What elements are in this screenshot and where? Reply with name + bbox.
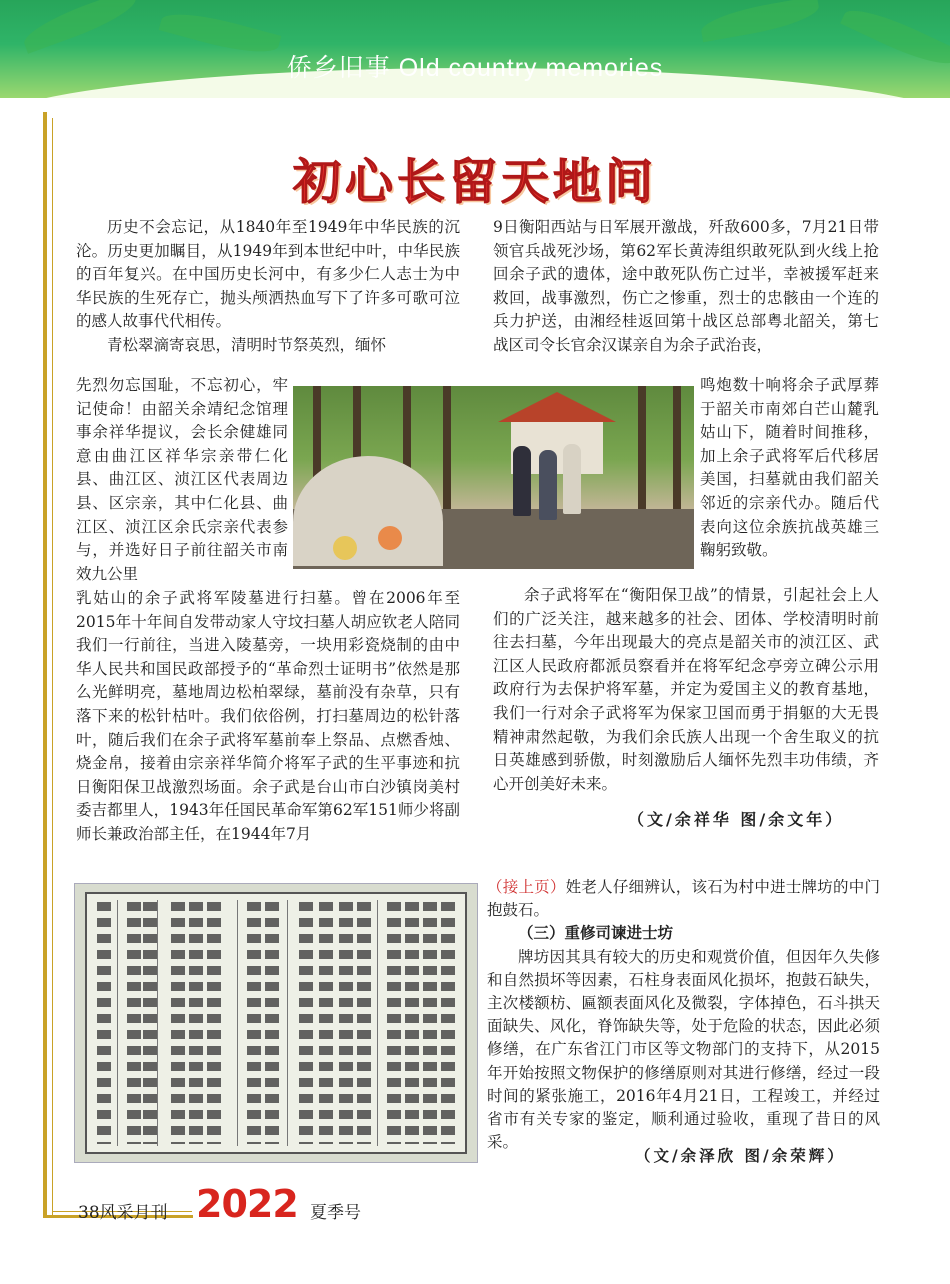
person xyxy=(513,446,531,516)
tree xyxy=(443,386,451,526)
scroll-text-column xyxy=(339,902,353,1144)
scroll-paper xyxy=(85,892,467,1154)
paragraph: 鸣炮数十响将余子武厚葬于韶关市南郊白芒山麓乳姑山下，随着时间推移，加上余子武将军后代移居美国，扫墓就由我们韶关邻近的宗亲代办。随后代表向这位余族抗战英雄三鞠躬致敬。 xyxy=(700,376,879,560)
column-rule xyxy=(237,900,238,1146)
scroll-text-column xyxy=(405,902,419,1144)
paragraph: 牌坊因其具有较大的历史和观赏价值，但因年久失修和自然损坏等因素，石柱身表面风化损坏，抱鼓石缺失，主次楼额枋、匾额表面风化及微裂，字体掉色，石斗拱天面缺失、风化，脊饰缺失等，处于危险的状态，因此必须修缮，在广东省江门市区等文物部门的支持下，从2015年开始按照文物保护的修缮原则对其进行修缮，经过一段时间的紧张施工，2016年4月21日，工程竣工，并经过省市有关专家的鉴定，顺利通过验收，重现了昔日的风采。 xyxy=(487,947,880,1152)
tomb-photo xyxy=(293,386,694,569)
tree xyxy=(638,386,646,526)
tree xyxy=(673,386,681,526)
column-rule xyxy=(287,900,288,1146)
scroll-text-column xyxy=(143,902,157,1144)
lead-text: 姓老人仔细辨认，该石为村中进士牌坊的中门抱鼓石。 xyxy=(487,878,880,920)
right-column-bottom xyxy=(493,584,879,796)
genealogy-scroll-image xyxy=(74,883,478,1163)
paragraph: 余子武将军在“衡阳保卫战”的情景，引起社会上人们的广泛关注，越来越多的社会、团体、学校清明时前往去扫墓，今年出现最大的亮点是韶关市的浈江区、武江区人民政府都派员察看并在将军纪念亭旁立碑公示用政府行为去保护将军墓，并定为爱国主义的教育基地，我们一行对余子武将军为保家卫国而勇于捐躯的大无畏精神肃然起敬，为我们余氏族人出现一个舍生取义的抗日英雄感到骄傲，时刻激励后人缅怀先烈丰功伟绩，齐心开创美好未来。 xyxy=(493,586,879,793)
wreath xyxy=(333,536,357,560)
column-rule xyxy=(117,900,118,1146)
scroll-text-column xyxy=(423,902,437,1144)
scroll-text-column xyxy=(319,902,333,1144)
column-rule xyxy=(377,900,378,1146)
article-title: 初心长留天地间 xyxy=(292,154,657,210)
person xyxy=(539,450,557,520)
continuation-byline: （文/余泽欣 图/余荣辉） xyxy=(635,1146,846,1165)
leaf-decoration xyxy=(699,0,822,42)
section-title: 侨乡旧事 Old country memories xyxy=(286,54,664,82)
scroll-text-column xyxy=(189,902,203,1144)
issue-season: 夏季号 xyxy=(310,1203,361,1223)
scroll-text-column xyxy=(441,902,455,1144)
left-wrap-text xyxy=(76,374,288,586)
paragraph: 9日衡阳西站与日军展开激战，歼敌600多，7月21日带领官兵战死沙场，第62军长黄涛组织敢死队到火线上抢回余子武的遗体，途中敢死队伤亡过半，幸被援军赶来救回，战事激烈，伤亡之惨重，烈士的忠骸由一个连的兵力护送，由湘经桂返回第十战区总部粤北韶关，第七战区司令长官余汉谋亲自为余子武治丧， xyxy=(493,218,879,354)
pavilion-roof xyxy=(498,392,616,422)
paragraph: 历史不会忘记，从1840年至1949年中华民族的沉沦。历史更加瞩目，从1949年到本世纪中叶，中华民族的百年复兴。在中国历史长河中，有多少仁人志士为中华民族的生死存亡，抛头颅洒热血写下了许多可歌可泣的感人故事代代相传。 xyxy=(76,218,460,331)
scroll-text-column xyxy=(247,902,261,1144)
continued-tag: （接上页） xyxy=(487,878,566,896)
scroll-text-column xyxy=(171,902,185,1144)
left-column-top xyxy=(76,216,460,358)
continuation-lead xyxy=(487,876,880,922)
right-column-top xyxy=(493,216,879,358)
header-banner xyxy=(0,0,950,98)
scroll-text-column xyxy=(97,902,111,1144)
scroll-text-column xyxy=(127,902,141,1144)
article-byline: （文/余祥华 图/余文年） xyxy=(628,810,845,829)
column-rule xyxy=(157,900,158,1146)
margin-rule xyxy=(43,112,47,1217)
continuation-article xyxy=(487,876,880,1154)
paragraph: 先烈勿忘国耻，不忘初心，牢记使命！由韶关余靖纪念馆理事余祥华提议，会长余健雄同意由曲江区祥华宗亲带仁化县、曲江区、浈江区代表周边县、区宗亲，其中仁化县、曲江区、浈江区余氏宗亲代表参与，并选好日子前往韶关市南效九公里 xyxy=(76,376,288,583)
scroll-text-column xyxy=(357,902,371,1144)
scroll-text-column xyxy=(207,902,221,1144)
subheading: （三）重修司谏进士坊 xyxy=(518,924,674,943)
margin-rule xyxy=(52,118,53,1218)
wreath xyxy=(378,526,402,550)
right-wrap-text xyxy=(700,374,879,563)
left-column-bottom xyxy=(76,587,460,847)
scroll-text-column xyxy=(299,902,313,1144)
page-number: 38风采月刊 xyxy=(78,1203,168,1223)
leaf-decoration xyxy=(19,0,141,54)
paragraph: 乳姑山的余子武将军陵墓进行扫墓。曾在2006年至2015年十年间自发带动家人守坟扫墓人胡应钦老人陪同我们一行前往，当进入陵墓旁，一块用彩瓷烧制的由中华人民共和国民政部授予的“革命烈士证明书”依然是那么光鲜明亮，墓地周边松柏翠绿，墓前没有杂草，只有落下来的松针枯叶。我们依俗例，打扫墓周边的松针落叶，随后我们在余子武将军墓前奉上祭品、点燃香烛、烧金帛，接着由宗亲祥华简介将军子武的生平事迹和抗日衡阳保卫战激烈场面。余子武是台山市白沙镇岗美村委吉都里人，1943年任国民革命军第62军151师少将副师长兼政治部主任，在1944年7月 xyxy=(76,589,460,843)
year-logo: 2022 xyxy=(196,1182,298,1226)
paragraph: 青松翠滴寄哀思，清明时节祭英烈，缅怀 xyxy=(107,335,387,354)
scroll-text-column xyxy=(265,902,279,1144)
scroll-text-column xyxy=(387,902,401,1144)
person xyxy=(563,444,581,514)
